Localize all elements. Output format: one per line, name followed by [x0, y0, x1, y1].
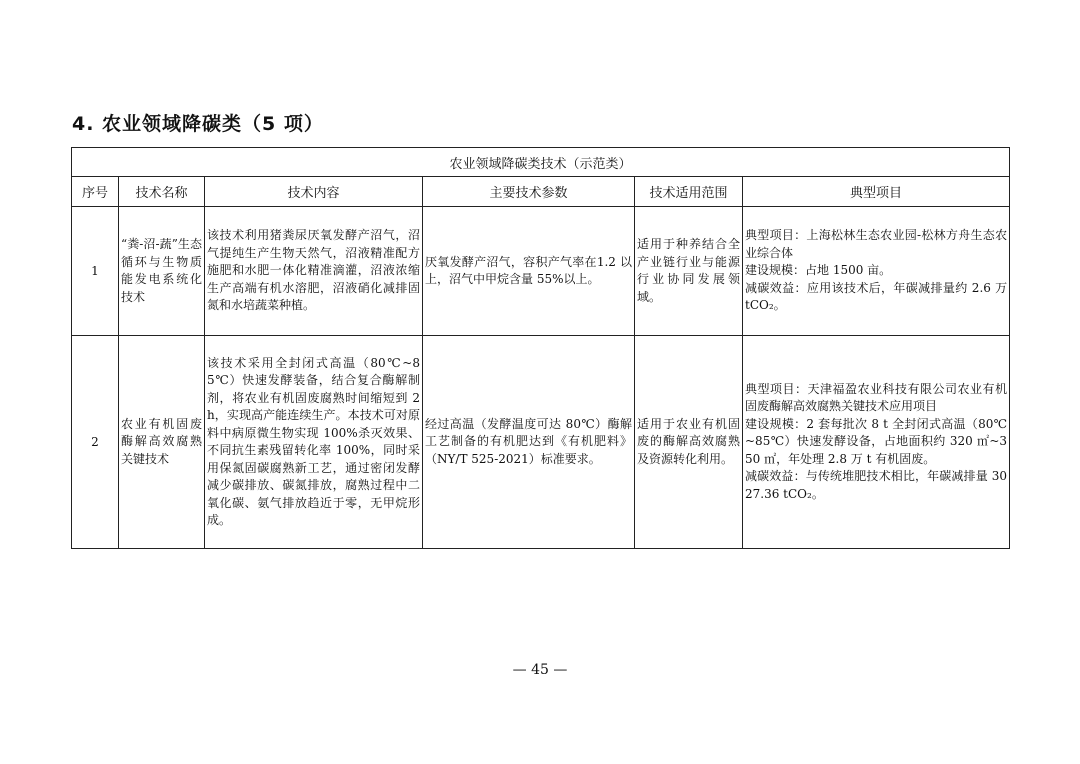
col-header-content: 技术内容	[205, 177, 423, 207]
technology-table	[71, 147, 1010, 549]
typical-project	[743, 336, 1010, 549]
col-header-project: 典型项目	[743, 177, 1010, 207]
project-benefit: 减碳效益：与传统堆肥技术相比，年碳减排量 3027.36 tCO₂。	[745, 469, 1008, 501]
project-title: 典型项目：上海松林生态农业园-松林方舟生态农业综合体	[745, 228, 1008, 260]
page-number: — 45 —	[512, 662, 568, 678]
tech-name: 农业有机固废酶解高效腐熟关键技术	[119, 336, 205, 549]
project-scale: 建设规模：2 套每批次 8 t 全封闭式高温（80℃~85℃）快速发酵设备，占地面积约 320 ㎡~350 ㎡，年处理 2.8 万 t 有机固废。	[745, 416, 1008, 466]
table-header-row	[72, 177, 1010, 207]
table-caption: 农业领域降碳类技术（示范类）	[72, 148, 1010, 177]
tech-content: 该技术利用猪粪尿厌氧发酵产沼气，沼气提纯生产生物天然气，沼液精准配方施肥和水肥一体化精准滴灌，沼液浓缩生产高端有机水溶肥，沼液硝化减排固氮和水培蔬菜种植。	[205, 207, 423, 336]
col-header-name: 技术名称	[119, 177, 205, 207]
section-heading: 4. 农业领域降碳类（5 项）	[72, 113, 324, 135]
row-index: 1	[72, 207, 119, 336]
tech-params: 厌氧发酵产沼气，容积产气率在1.2 以上，沼气中甲烷含量 55%以上。	[423, 207, 635, 336]
table-row	[72, 336, 1010, 549]
tech-scope: 适用于种养结合全产业链行业与能源行业协同发展领域。	[635, 207, 743, 336]
col-header-index: 序号	[72, 177, 119, 207]
project-scale: 建设规模：占地 1500 亩。	[745, 263, 892, 278]
project-title: 典型项目：天津福盈农业科技有限公司农业有机固废酶解高效腐熟关键技术应用项目	[745, 381, 1008, 414]
table-row	[72, 207, 1010, 336]
tech-params: 经过高温（发酵温度可达 80℃）酶解工艺制备的有机肥达到《有机肥料》（NY/T 525-2021）标准要求。	[423, 336, 635, 549]
col-header-params: 主要技术参数	[423, 177, 635, 207]
typical-project	[743, 207, 1010, 336]
row-index: 2	[72, 336, 119, 549]
tech-name: “粪-沼-蔬”生态循环与生物质能发电系统化技术	[119, 207, 205, 336]
tech-content: 该技术采用全封闭式高温（80℃~85℃）快速发酵装备，结合复合酶解制剂，将农业有机固废腐熟时间缩短到 2 h，实现高产能连续生产。本技术可对原料中病原微生物实现 100%杀灭效果、不同抗生素残留转化率 100%，同时采用保氮固碳腐熟新工艺，通过密闭发酵减少碳排放、碳氮排放，腐熟过程中二氧化碳、氨气排放趋近于零，无甲烷形成。	[205, 336, 423, 549]
tech-scope: 适用于农业有机固废的酶解高效腐熟及资源转化利用。	[635, 336, 743, 549]
col-header-scope: 技术适用范围	[635, 177, 743, 207]
project-benefit: 减碳效益：应用该技术后，年碳减排量约 2.6 万 tCO₂。	[745, 280, 1008, 313]
